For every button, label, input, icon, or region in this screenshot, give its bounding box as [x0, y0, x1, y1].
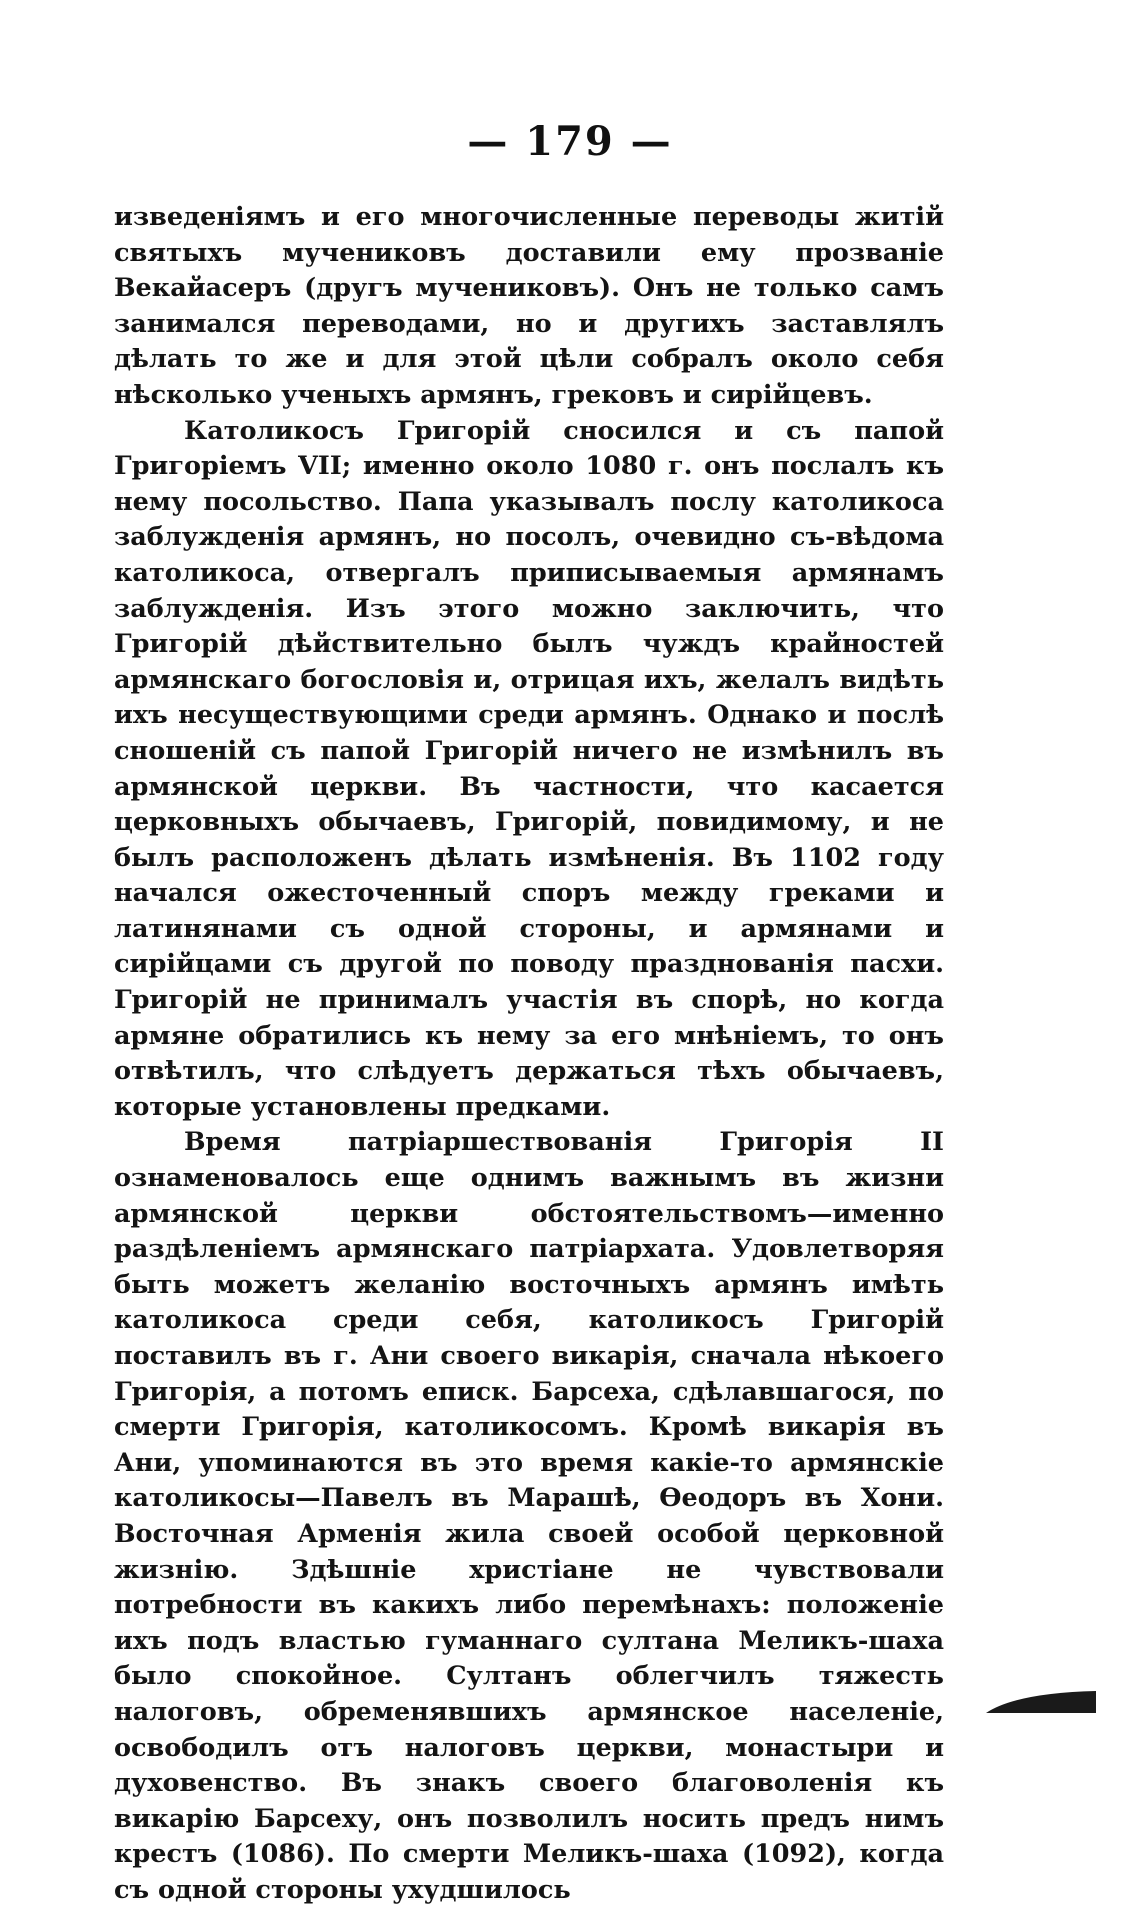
paragraph-3: Время патріаршествованія Григорія II ознаменовалось еще однимъ важнымъ въ жизни армянской церкви обстоятельствомъ—именно раздѣленіемъ армянскаго патріархата. Удовлетворяя быть можетъ желанію восточныхъ армянъ имѣть католикоса среди себя, католикосъ Григорій поставилъ въ г. Ани своего викарія, сначала нѣкоего Григорія, а потомъ еписк. Барсеха, сдѣлавшагося, по смерти Григорія, католикосомъ. Кромѣ викарія въ Ани, упоминаются въ это время какіе-то армянскіе католикосы—Павелъ въ Марашѣ, Ѳеодоръ въ Хони. Восточная Арменія жила своей особой церковной жизнію. Здѣшніе христіане не чувствовали потребности въ какихъ либо перемѣнахъ: положеніе ихъ подъ властью гуманнаго султана Меликъ-шаха было спокойное. Султанъ облегчилъ тяжесть налоговъ, обременявшихъ армянское населеніе, освободилъ отъ налоговъ церкви, монастыри и духовенство. Въ знакъ своего благоволенія къ викарію Барсеху, онъ позволилъ носить предъ нимъ крестъ (1086). По смерти Меликъ-шаха (1092), когда съ одной стороны ухудшилось	[114, 1127, 944, 1905]
scan-edge-mark	[986, 1689, 1096, 1713]
paragraph-1: изведеніямъ и его многочисленные переводы житій святыхъ мучениковъ доставили ему прозваніе Векайасеръ (другъ мучениковъ). Онъ не только самъ занимался переводами, но и другихъ заставлялъ дѣлать то же и для этой цѣли собралъ около себя нѣсколько ученыхъ армянъ, грековъ и сирійцевъ.	[114, 202, 944, 410]
page-number: — 179 —	[467, 118, 673, 165]
paragraph-2: Католикосъ Григорій сносился и съ папой Григоріемъ VII; именно около 1080 г. онъ послалъ къ нему посольство. Папа указывалъ послу католикоса заблужденія армянъ, но посолъ, очевидно съ-вѣдома католикоса, отвергалъ приписываемыя армянамъ заблужденія. Изъ этого можно заключить, что Григорій дѣйствительно былъ чуждъ крайностей армянскаго богословія и, отрицая ихъ, желалъ видѣть ихъ несуществующими среди армянъ. Однако и послѣ сношеній съ папой Григорій ничего не измѣнилъ въ армянской церкви. Въ частности, что касается церковныхъ обычаевъ, Григорій, повидимому, и не былъ расположенъ дѣлать измѣненія. Въ 1102 году начался ожесточенный споръ между греками и латинянами съ одной стороны, и армянами и сирійцами съ другой по поводу празднованія пасхи. Григорій не принималъ участія въ спорѣ, но когда армяне обратились къ нему за его мнѣніемъ, то онъ отвѣтилъ, что слѣдуетъ держаться тѣхъ обычаевъ, которые установлены предками.	[114, 415, 944, 1122]
body-text	[114, 200, 944, 1909]
